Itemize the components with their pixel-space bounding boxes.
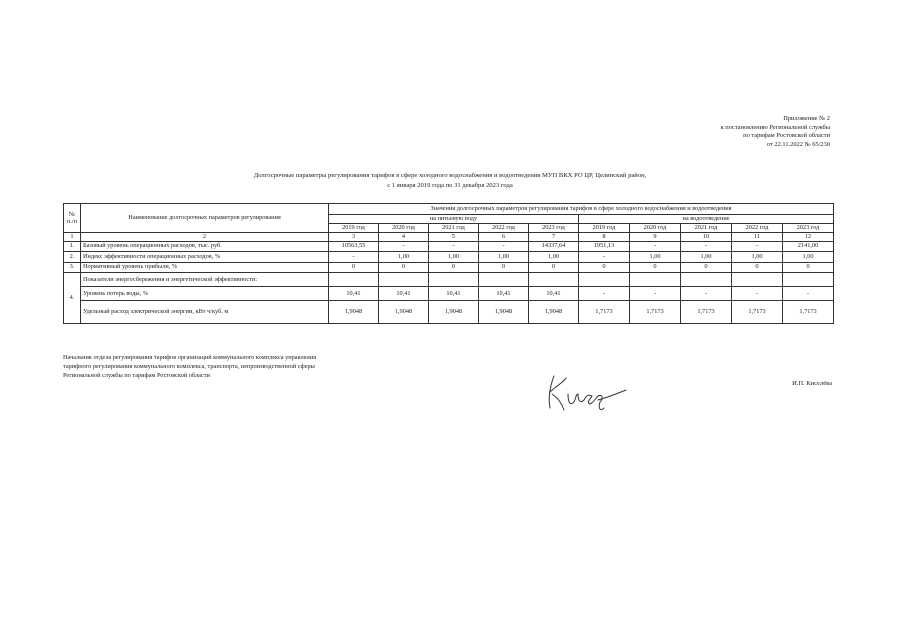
value-cell: - [630, 287, 681, 301]
value-cell: - [783, 287, 834, 301]
value-cell: - [429, 241, 479, 252]
value-cell: 0 [732, 262, 783, 273]
value-cell: 1,9048 [529, 301, 579, 324]
row-name: Индекс эффективности операционных расходов, % [81, 252, 329, 263]
year-cell: 2022 год [732, 223, 783, 232]
parameters-table [63, 203, 834, 324]
value-cell: - [681, 241, 732, 252]
value-cell: 10,41 [529, 287, 579, 301]
appendix-line: от 22.11.2022 № 65/230 [766, 140, 830, 148]
appendix-line: Приложение № 2 [783, 115, 830, 122]
value-cell: - [329, 252, 379, 263]
value-cell: 10,41 [479, 287, 529, 301]
column-number: 11 [732, 232, 783, 241]
value-cell: 1,00 [529, 252, 579, 263]
value-cell: 0 [579, 262, 630, 273]
value-cell: 1951,13 [579, 241, 630, 252]
value-cell: 1,9048 [379, 301, 429, 324]
row-number: 3. [64, 262, 81, 273]
value-cell: - [630, 241, 681, 252]
row-name: Удельный расход электрической энергии, кВт ч/куб. м [81, 301, 329, 324]
row-name: Уровень потерь воды, % [81, 287, 329, 301]
appendix-note [721, 115, 830, 149]
value-cell: 1,00 [429, 252, 479, 263]
value-cell: - [681, 287, 732, 301]
value-cell: 10,41 [379, 287, 429, 301]
value-cell: 0 [379, 262, 429, 273]
table-row [64, 262, 834, 273]
value-cell: 10563,55 [329, 241, 379, 252]
handwritten-signature [540, 368, 630, 416]
column-number: 12 [783, 232, 834, 241]
column-number: 9 [630, 232, 681, 241]
year-cell: 2019 год [579, 223, 630, 232]
year-cell: 2020 год [379, 223, 429, 232]
value-cell: 1,7173 [732, 301, 783, 324]
column-number: 6 [479, 232, 529, 241]
value-cell: - [479, 241, 529, 252]
value-cell: 0 [479, 262, 529, 273]
header-num: № п./п [64, 204, 81, 233]
row-name: Нормативный уровень прибыли, % [81, 262, 329, 273]
value-cell: 0 [329, 262, 379, 273]
document-title [150, 171, 750, 190]
signatory-position [63, 353, 316, 380]
title-line: с 1 января 2019 года по 31 декабря 2023 года [387, 181, 513, 189]
year-cell: 2023 год [529, 223, 579, 232]
year-cell: 2021 год [429, 223, 479, 232]
value-cell: 1,7173 [630, 301, 681, 324]
column-number: 1 [64, 232, 81, 241]
row-name: Показатели энергосбережения и энергетической эффективности: [81, 273, 329, 287]
column-number: 4 [379, 232, 429, 241]
row-number: 4. [64, 273, 81, 324]
value-cell: - [579, 287, 630, 301]
value-cell: 14337,64 [529, 241, 579, 252]
row-number: 2. [64, 252, 81, 263]
row-name: Базовый уровень операционных расходов, тыс. руб. [81, 241, 329, 252]
year-cell: 2023 год [783, 223, 834, 232]
year-cell: 2022 год [479, 223, 529, 232]
table-column-numbers-row [64, 232, 834, 241]
value-cell: 1,9048 [479, 301, 529, 324]
value-cell: 0 [783, 262, 834, 273]
value-cell: - [732, 241, 783, 252]
position-line: тарифного регулирования коммунального комплекса, транспорта, непроизводственной сферы [63, 363, 315, 370]
table-row [64, 273, 834, 287]
value-cell: 1,7173 [681, 301, 732, 324]
value-cell: 2141,00 [783, 241, 834, 252]
signer-name: И.П. Киселёва [792, 380, 832, 387]
table-row [64, 241, 834, 252]
table-row [64, 287, 834, 301]
header-group-sewer: на водоотведение [579, 214, 834, 223]
value-cell: 1,00 [379, 252, 429, 263]
year-cell: 2019 год [329, 223, 379, 232]
header-group-water: на питьевую воду [329, 214, 579, 223]
value-cell: 0 [630, 262, 681, 273]
header-name: Наименование долгосрочных параметров регулирования [81, 204, 329, 233]
value-cell: 1,00 [630, 252, 681, 263]
value-cell: - [579, 252, 630, 263]
table-header-row [64, 204, 834, 215]
position-line: Региональной службы по тарифам Ростовской области [63, 372, 210, 379]
value-cell: - [732, 287, 783, 301]
column-number: 5 [429, 232, 479, 241]
row-number: 1. [64, 241, 81, 252]
column-number: 7 [529, 232, 579, 241]
appendix-line: по тарифам Ростовской области [743, 132, 830, 140]
value-cell: 1,9048 [429, 301, 479, 324]
value-cell: 1,00 [479, 252, 529, 263]
value-cell: 1,00 [681, 252, 732, 263]
column-number: 10 [681, 232, 732, 241]
position-line: Начальник отдела регулирования тарифов организаций коммунального комплекса управления [63, 354, 317, 361]
value-cell: 0 [429, 262, 479, 273]
title-line: Долгосрочные параметры регулирования тарифов в сфере холодного водоснабжения и водоотведения МУП ВКХ РО ЦР, Целинский район, [253, 172, 647, 179]
value-cell: 0 [529, 262, 579, 273]
value-cell: 1,7173 [783, 301, 834, 324]
value-cell: 1,00 [783, 252, 834, 263]
value-cell: 1,7173 [579, 301, 630, 324]
value-cell: 1,00 [732, 252, 783, 263]
header-values: Значения долгосрочных параметров регулирования тарифов в сфере холодного водоснабжения и водоотведения [329, 204, 834, 215]
appendix-line: к постановлению Региональной службы [720, 123, 830, 131]
table-row [64, 301, 834, 324]
year-cell: 2021 год [681, 223, 732, 232]
value-cell: 10,41 [429, 287, 479, 301]
value-cell: 1,9048 [329, 301, 379, 324]
year-cell: 2020 год [630, 223, 681, 232]
column-number: 3 [329, 232, 379, 241]
table-row [64, 252, 834, 263]
column-number: 2 [81, 232, 329, 241]
value-cell: 10,41 [329, 287, 379, 301]
value-cell: - [379, 241, 429, 252]
column-number: 8 [579, 232, 630, 241]
value-cell: 0 [681, 262, 732, 273]
